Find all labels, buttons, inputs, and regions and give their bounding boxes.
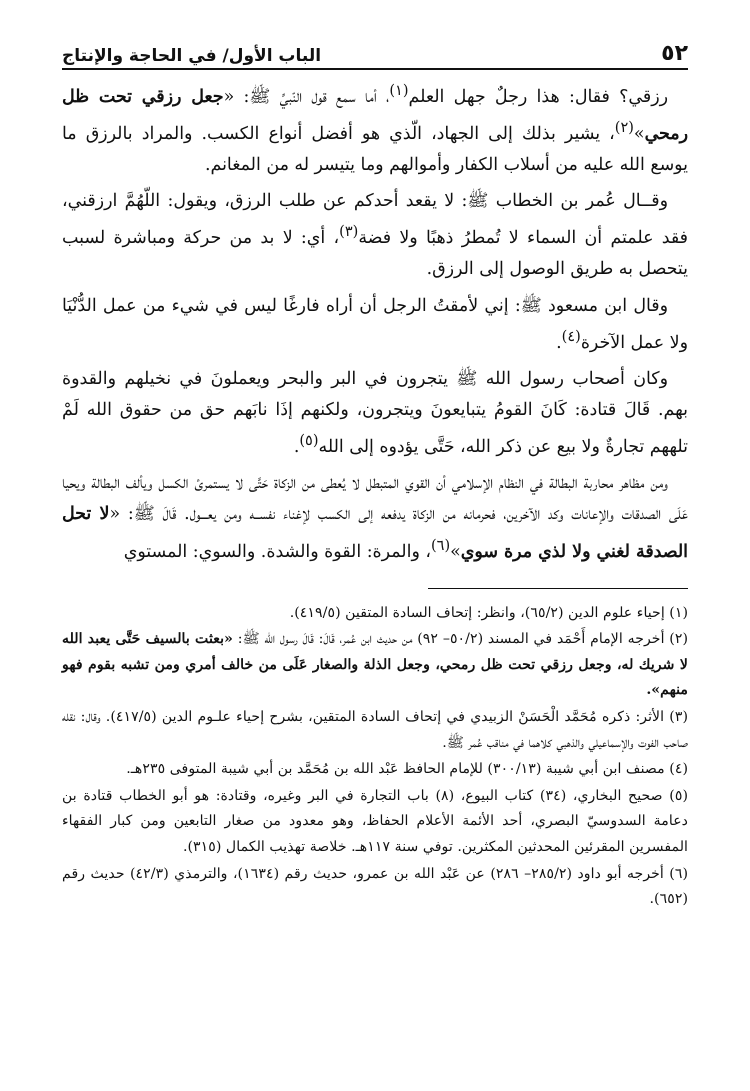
hadith-quote: لا تحل الصدقة لغني ولا لذي مرة سوي	[62, 504, 688, 562]
text: .	[556, 332, 562, 353]
footnote-ref: (٦)	[430, 537, 451, 554]
text: وكان أصحاب رسول الله ﷺ يتجرون في البر والبحر ويعملونَ في نخيلهم والقدوة بهم. قَالَ قتادة: كَانَ القومُ يتبايعونَ ويتجرون، ولكنهم إذَا نابَهم حق من حقوق الله لَمْ تلههم تجارةٌ ولا بيع عن ذكر الله، حَتَّى يؤدوه إلى الله	[62, 368, 688, 458]
footnote-ref: (١)	[389, 83, 409, 99]
text: ، أما سمع قول النّبيِّ ﷺ: «	[223, 86, 390, 107]
text: وقــال عُمر بن الخطاب ﷺ: لا يقعد أحدكم عن طلب الرزق، ويقول: اللّهُمَّ ارزقني، فقد علمتم أن السماء لا تُمطرُ ذهبًا ولا فضة	[62, 191, 688, 249]
footnote-2	[62, 627, 688, 704]
text: .	[293, 437, 300, 458]
footnote-ref: (٣)	[339, 224, 359, 241]
hadith-quote: جعل رزقي تحت ظل رمحي	[62, 86, 688, 144]
footnote-hadith: «بعثت بالسيف حَتَّى يعبد الله لا شريك له، وجعل رزقي تحت ظل رمحي، وجعل الذلة والصغار عَلَى من خالف أمري ومن تشبه بقوم فهو منهم».	[62, 631, 688, 699]
footnote-6: (٦) أخرجه أبو داود (٢٨٥/٢– ٢٨٦) عن عَبْد الله بن عمرو، حديث رقم (١٦٣٤)، والترمذي (٤٢/٣) حديث رقم (٦٥٢).	[62, 865, 688, 908]
text: ومن مظاهر محاربة البطالة في النظام الإسلامي أن القوي المتبطل لا يُعطى من الزكاة حَتَّى لا يستمرئ الكسل ويألف البطالة ويحيا عَلَى الصدقات والإعانات وكد الآخرين، فحرمانه من الزكاة يدفعه إلى الكسب لإغناء نفســه ومن يعـــول. قَالَ ﷺ: «	[62, 473, 688, 525]
footnote-ref: (٢)	[614, 120, 634, 136]
main-text	[62, 76, 688, 568]
paragraph-3	[62, 291, 688, 359]
footnote-3: (٣) الأثر: ذكره مُحَمَّد الْحَسَنْ الزبيدي في إتحاف السادة المتقين، بشرح إحياء علـوم الدين (٤١٧/٥). وقال: نقله صاحب الفوت والإسماعيلي والذهبي كلاهما في مناقب عُمر ﷺ.	[62, 709, 689, 751]
footnote-divider	[428, 588, 688, 589]
footnote-ref: (٤)	[561, 328, 581, 345]
text: ، والمرة: القوة والشدة. والسوي: المستوي	[123, 541, 431, 562]
paragraph-5	[62, 468, 688, 567]
text: رزقي؟ فقال: هذا رجلٌ جهل العلم	[408, 86, 668, 107]
book-page	[62, 40, 688, 913]
page-number: ٥٢	[661, 41, 688, 66]
footnote-ref: (٥)	[299, 433, 319, 450]
text: وقال ابن مسعود ﷺ: إني لأمقتُ الرجل أن أراه فارغًا ليس في شيء من عمل الدُّنْيَا ولا عمل الآخرة	[62, 295, 688, 353]
running-title: الباب الأول/ في الحاجة والإنتاج	[62, 46, 322, 66]
footnotes	[62, 601, 688, 913]
paragraph-2	[62, 186, 688, 285]
text: »	[633, 123, 645, 144]
footnote-text: (٢) أخرجه الإمام أَحْمَد في المسند (٥٠/٢– ٩٢) من حديث ابن عُمر، قَالَ: قَالَ رسول الله ﷺ:	[237, 631, 689, 648]
text: »	[450, 541, 461, 562]
page-header	[62, 40, 688, 70]
text: ، أي: لا بد من حركة ومباشرة لسبب يتحصل به طريق الوصول إلى الرزق.	[62, 228, 688, 280]
text: ، يشير بذلك إلى الجهاد، الّذي هو أفضل أنواع الكسب. والمراد بالرزق ما يوسع الله عليه من أسلاب الكفار وأموالهم وما يتيسر له من المغانم.	[62, 123, 688, 175]
footnote-5: (٥) صحيح البخاري، (٣٤) كتاب البيوع، (٨) باب التجارة في البر وغيره، وقتادة: هو أبو الخطاب قتادة بن دعامة السدوسيّ البصري، أحد الأئمة الأعلام الحفاظ، وهو معدود من صغار التابعين ومن كبار الفقهاء المفسرين المقرئين المحدثين المكثرين. توفي سنة ١١٧هـ. خلاصة تهذيب الكمال (٣١٥).	[62, 787, 689, 855]
paragraph-1	[62, 76, 688, 181]
paragraph-4	[62, 364, 688, 463]
footnote-1: (١) إحياء علوم الدين (٦٥/٢)، وانظر: إتحاف السادة المتقين (٤١٩/٥).	[289, 604, 688, 621]
footnote-4: (٤) مصنف ابن أبي شيبة (٣٠٠/١٣) للإمام الحافظ عَبْد الله بن مُحَمَّد بن أبي شيبة المتوفى ٢٣٥هـ.	[126, 761, 688, 778]
